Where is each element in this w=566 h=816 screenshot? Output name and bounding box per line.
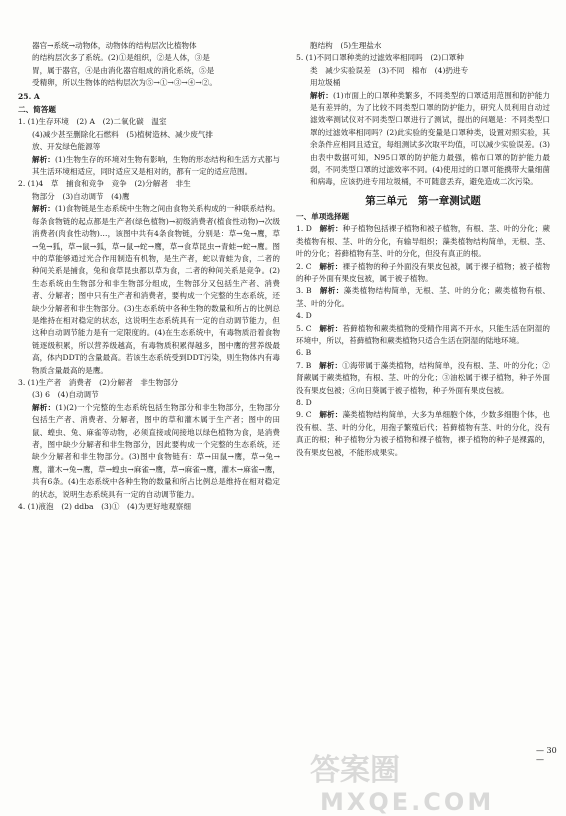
answer-line: 解析：(1)食物链是生态系统中生物之间由食物关系构成的一种联系结构。每条食物链的起点都是生产者(绿色植物)→初级消费者(植食性动物)→次级消费者(肉食性动物)…，该图中共有4条食物链，分别是：草→兔→鹰，草→兔→狐，草→鼠→狐，草→鼠→蛇→鹰，草→食草昆虫→青蛙→蛇→鹰。图中的草能够通过光合作用制造有机物，是生产者，蛇以青蛙为食，二者的种间关系是捕食，兔和食草昆虫都以草为食，二者的种间关系是竞争。(2)生态系统由生物部分和非生物部分组成，生物部分又包括生产者、消费者、分解者；图中只有生产者和消费者，要构成一个完整的生态系统，还缺少分解者和非生物部分。(3)生态系统中各种生物的数量和所占的比例总是维持在相对稳定的状态，这说明生态系统具有一定的自动调节能力，但这种自动调节能力是有一定限度的。(4)在生态系统中，有毒物质沿着食物链逐级积累，所以营养级越高，有毒物质积累得越多，图中鹰的营养级最高，体内DDT的含量最高。若该生态系统受到DDT污染，则生物体内有毒物质含量最高的是鹰。 — [32, 204, 280, 375]
answer-line: (4)减少甚至删除化石燃料 (5)植树造林、减少废气排 — [32, 129, 213, 139]
answer-line: 放、开发绿色能源等 — [32, 142, 101, 152]
analysis-label: 解析： — [319, 360, 343, 370]
analysis-label: 解析： — [319, 410, 343, 420]
answer-line: 类 减少实验误差 (3)不同 棉布 (4)扔进专 — [310, 65, 469, 75]
watermark-logo — [280, 744, 560, 816]
page-number: — 30 — — [536, 746, 557, 764]
analysis-label: 解析： — [319, 286, 344, 296]
section-heading: 一、单项选择题 — [296, 211, 350, 221]
analysis-label: 解析： — [32, 154, 55, 164]
answer-line: 2. C 解析：裸子植物的种子外面没有果皮包被，属于裸子植物；被子植物的种子外面有果皮包被，属于被子植物。 — [296, 261, 550, 283]
answer-line: 用垃圾桶 — [310, 78, 341, 88]
answer-line: 解析：(1)市面上的口罩种类繁多，不同类型的口罩适用范围和防护能力是有差异的，为了比较不同类型口罩的防护能力，研究人员利用自动过滤效率测试仪对不同类型口罩进行了测试，提出的问题是：不同类型口罩的过滤效率相同吗？(2)此实验的变量是口罩种类，设置对照实验，其余条件应相同且适宜，每组测试多次取平均值，可以减少实验误差。(3)由表中数据可知，N95口罩的防护能力最强，棉布口罩的防护能力最弱，不同类型口罩的过滤效率不同。(4)使用过的口罩可能携带大量细菌和病毒，应该扔进专用垃圾桶，不可随意丢弃，避免造成二次污染。 — [310, 90, 551, 187]
answer-line: 的结构层次多了系统。(2)①是组织，②是人体，③是 — [32, 53, 210, 63]
answer-line: 8. D — [296, 397, 312, 407]
answer-line: 7. B 解析：①海带属于藻类植物，结构简单，没有根、茎、叶的分化；②肾蕨属于蕨类植物，有根、茎、叶的分化；③油松属于裸子植物，种子外面没有果皮包被；④向日葵属于被子植物，种子外面有果皮包被。 — [296, 360, 551, 395]
answer-line: 解析：(1)(2)一个完整的生态系统包括生物部分和非生物部分，生物部分包括生产者、消费者、分解者，图中的草和灌木属于生产者；图中的田鼠、蝗虫、兔、麻雀等动物，必须直接或间接地以绿色植物为食，是消费者，图中缺少分解者和非生物部分，因此要构成一个完整的生态系统，还缺少分解者和非生物部分。(3)图中食物链有：草→田鼠→鹰，草→兔→鹰，灌木→兔→鹰，草→蝗虫→麻雀→鹰，草→麻雀→鹰，灌木→麻雀→鹰，共有6条。(4)生态系统中各种生物的数量和所占比例总是维持在相对稳定的状态，说明生态系统具有一定的自动调节能力。 — [32, 402, 281, 499]
analysis-label: 解析： — [319, 261, 343, 271]
analysis-label: 解析： — [32, 402, 56, 412]
answer-line: 1. (1)生存环境 (2) A (2)二氧化碳 温室 — [18, 117, 167, 127]
answer-line: 5. (1)不同口罩种类的过滤效率相同吗 (2)口罩种 — [296, 53, 464, 63]
section-heading: 二、简答题 — [18, 105, 56, 115]
answer-line: 解析：(1)生物生存的环境对生物有影响，生物的形态结构和生活方式都与其生活环境相适应，同时适应又是相对的，都有一定的适应范围。 — [32, 154, 280, 177]
answer-line: (3) 6 (4)自动调节 — [32, 390, 99, 400]
right-column — [296, 40, 550, 459]
watermark-title: 答案圈 — [310, 753, 400, 788]
answer-line: 器官→系统→动物体，动物体的结构层次比植物体 — [32, 41, 197, 50]
answer-line: 2. (1)4 草 捕食和竞争 竞争 (2)分解者 非生 — [18, 179, 191, 189]
answer-line: 物部分 (3)自动调节 (4)鹰 — [32, 191, 130, 201]
answer-line: 9. C 解析：藻类植物结构简单，大多为单细胞个体，少数多细胞个体，也没有根、茎、叶的分化，用孢子繁殖后代；苔藓植物有茎、叶的分化，没有真正的根；种子植物分为被子植物和裸子植物，裸子植物的种子是裸露的，没有果皮包被，不能形成果实。 — [296, 410, 550, 457]
answer-line: 1. D 解析：种子植物包括裸子植物和被子植物，有根、茎、叶的分化；蕨类植物有根、茎、叶的分化，有输导组织；藻类植物结构简单，无根、茎、叶的分化；苔藓植物有茎、叶的分化，但没有真正的根。 — [296, 224, 551, 259]
unit-title: 第三单元 第一章测试题 — [365, 194, 481, 207]
answer-line: 4. (1)液泡 (2) ddba (3)① (4)为更好地观察细 — [18, 502, 191, 512]
answer-line: 5. C 解析：苔藓植物和蕨类植物的受精作用离不开水，只能生活在阴湿的环境中，所以，苔藓植物和蕨类植物只适合生活在阴湿的陆地环境。 — [296, 323, 550, 345]
answer-line: 受精卵，所以生物体的结构层次为⑤→①→③→④→②。 — [32, 78, 217, 88]
left-column — [18, 40, 280, 513]
answer-line: 3. (1)生产者 消费者 (2)分解者 非生物部分 — [18, 377, 179, 387]
analysis-label: 解析： — [319, 224, 343, 234]
answer-line: 胃，属于器官，④是由消化器官组成的消化系统，⑤是 — [32, 65, 215, 75]
watermark-url: MXQE.COM — [320, 788, 495, 816]
answer-line: 6. B — [296, 348, 312, 358]
answer-line: 4. D — [296, 311, 312, 321]
analysis-label: 解析： — [32, 204, 55, 214]
analysis-label: 解析： — [319, 323, 343, 333]
section-heading: 25. A — [18, 91, 40, 101]
answer-line: 3. B 解析：藻类植物结构简单，无根、茎、叶的分化；蕨类植物有根、茎、叶的分化。 — [296, 286, 551, 308]
answer-line: 胞结构 (5)生理盐水 — [310, 41, 382, 50]
analysis-label: 解析： — [310, 90, 333, 100]
